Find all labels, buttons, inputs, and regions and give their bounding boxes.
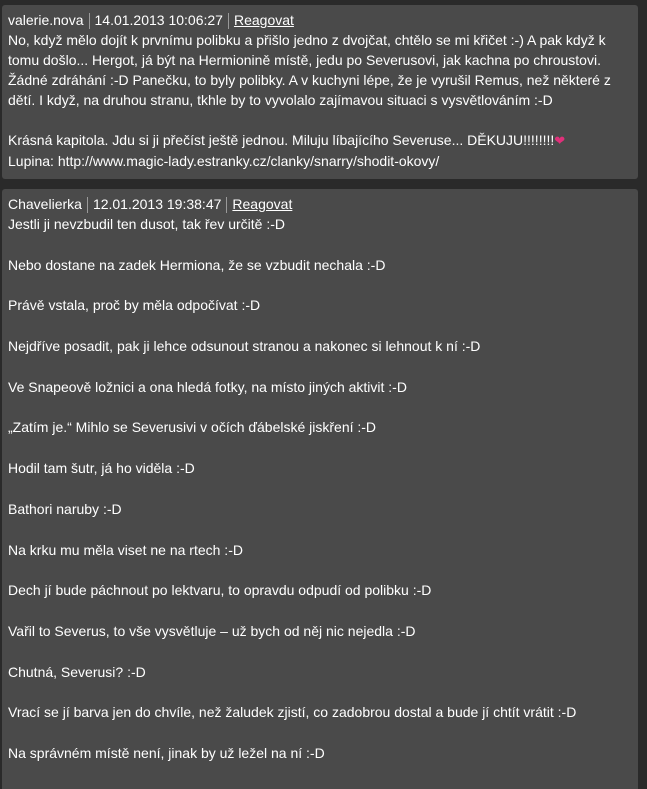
comment-line-text: Ve Snapeově ložnici a ona hledá fotky, na místo jiných aktivit :-D: [8, 378, 407, 395]
comment-line-text: Vrací se jí barva jen do chvíle, než žaludek zjistí, co zadobrou dostal a bude jí chtít vrátit :-D: [8, 704, 577, 721]
comment-line-text: Bathori naruby :-D: [8, 500, 122, 517]
separator: [87, 197, 88, 213]
comment-line-text: Nejdříve posadit, pak ji lehce odsunout stranou a nakonec si lehnout k ní :-D: [8, 338, 481, 355]
separator: [226, 197, 227, 213]
comment-line: [8, 621, 632, 662]
comment-paragraph: [8, 130, 632, 151]
comment-line: [8, 336, 632, 377]
comment-line: [8, 295, 632, 336]
comment-body: [8, 30, 632, 171]
comment-author: valerie.nova: [8, 12, 84, 28]
comment-header: [8, 10, 632, 30]
comment-line-text: „Zatím je.“ Mihlo se Severusivi v očích ďábelské jiskření :-D: [8, 419, 377, 436]
comment-line: [8, 743, 632, 784]
comment-line-text: Na krku mu měla viset ne na rtech :-D: [8, 541, 243, 558]
comment-chavelierka: [2, 189, 638, 789]
comment-line: [8, 662, 632, 703]
comment-line-text: Chutná, Severusi? :-D: [8, 663, 146, 680]
comment-line: [8, 540, 632, 581]
separator: [228, 13, 229, 29]
separator: [89, 13, 90, 29]
comment-line: [8, 702, 632, 743]
comment-line-text: Vařil to Severus, to vše vysvětluje – už bych od něj nic nejedla :-D: [8, 622, 416, 639]
comment-line-text: Jestli ji nevzbudil ten dusot, tak řev určitě :-D: [8, 216, 286, 232]
comment-body: [8, 214, 632, 784]
comment-line: [8, 417, 632, 458]
comment-timestamp: 12.01.2013 19:38:47: [92, 196, 222, 212]
comment-line: [8, 458, 632, 499]
comment-timestamp: 14.01.2013 10:06:27: [94, 12, 223, 28]
comment-paragraph: No, když mělo dojít k prvnímu polibku a přišlo jedno z dvojčat, chtělo se mi křičet :-) A pak když k tomu došlo... Hergot, já být na Hermionině místě, jedu po Severusovi, jak kachna po chroustovi. Žádné zdráhání :-D Panečku, to byly polibky. A v kuchyni lépe, že je vyrušil Remus, než některé z dětí. I když, na druhou stranu, tkhle by to vyvolalo zajímavou situaci s vysvětlováním :-D: [8, 32, 611, 108]
comment-line: [8, 580, 632, 621]
comment-line: [8, 214, 632, 255]
comment-valerie-nova: [2, 5, 638, 179]
heart-icon: ❤: [554, 133, 566, 148]
comment-line-text: Dech jí bude páchnout po lektvaru, to opravdu odpudí od polibku :-D: [8, 582, 432, 599]
comment-author: Chavelierka: [8, 196, 82, 212]
comment-paragraph: Lupina: http://www.magic-lady.estranky.cz/clanky/snarry/shodit-okovy/: [8, 153, 440, 169]
comment-line-text: Právě vstala, proč by měla odpočívat :-D: [8, 297, 261, 314]
comment-line: [8, 255, 632, 296]
comment-line-text: Na správném místě není, jinak by už ležel na ní :-D: [8, 744, 325, 761]
comment-line-text: Hodil tam šutr, já ho viděla :-D: [8, 460, 195, 477]
comment-header: [8, 194, 632, 214]
comment-paragraph-text: Krásná kapitola. Jdu si ji přečíst ještě jednou. Miluju líbajícího Severuse... DĚKUJU!!!!!!!!: [8, 132, 555, 148]
comment-line: [8, 377, 632, 418]
paragraph-gap: [8, 110, 632, 130]
reply-link[interactable]: Reagovat: [233, 12, 294, 28]
reply-link[interactable]: Reagovat: [232, 196, 293, 212]
comment-line: [8, 499, 632, 540]
comment-line-text: Nebo dostane na zadek Hermiona, že se vzbudit nechala :-D: [8, 256, 386, 273]
